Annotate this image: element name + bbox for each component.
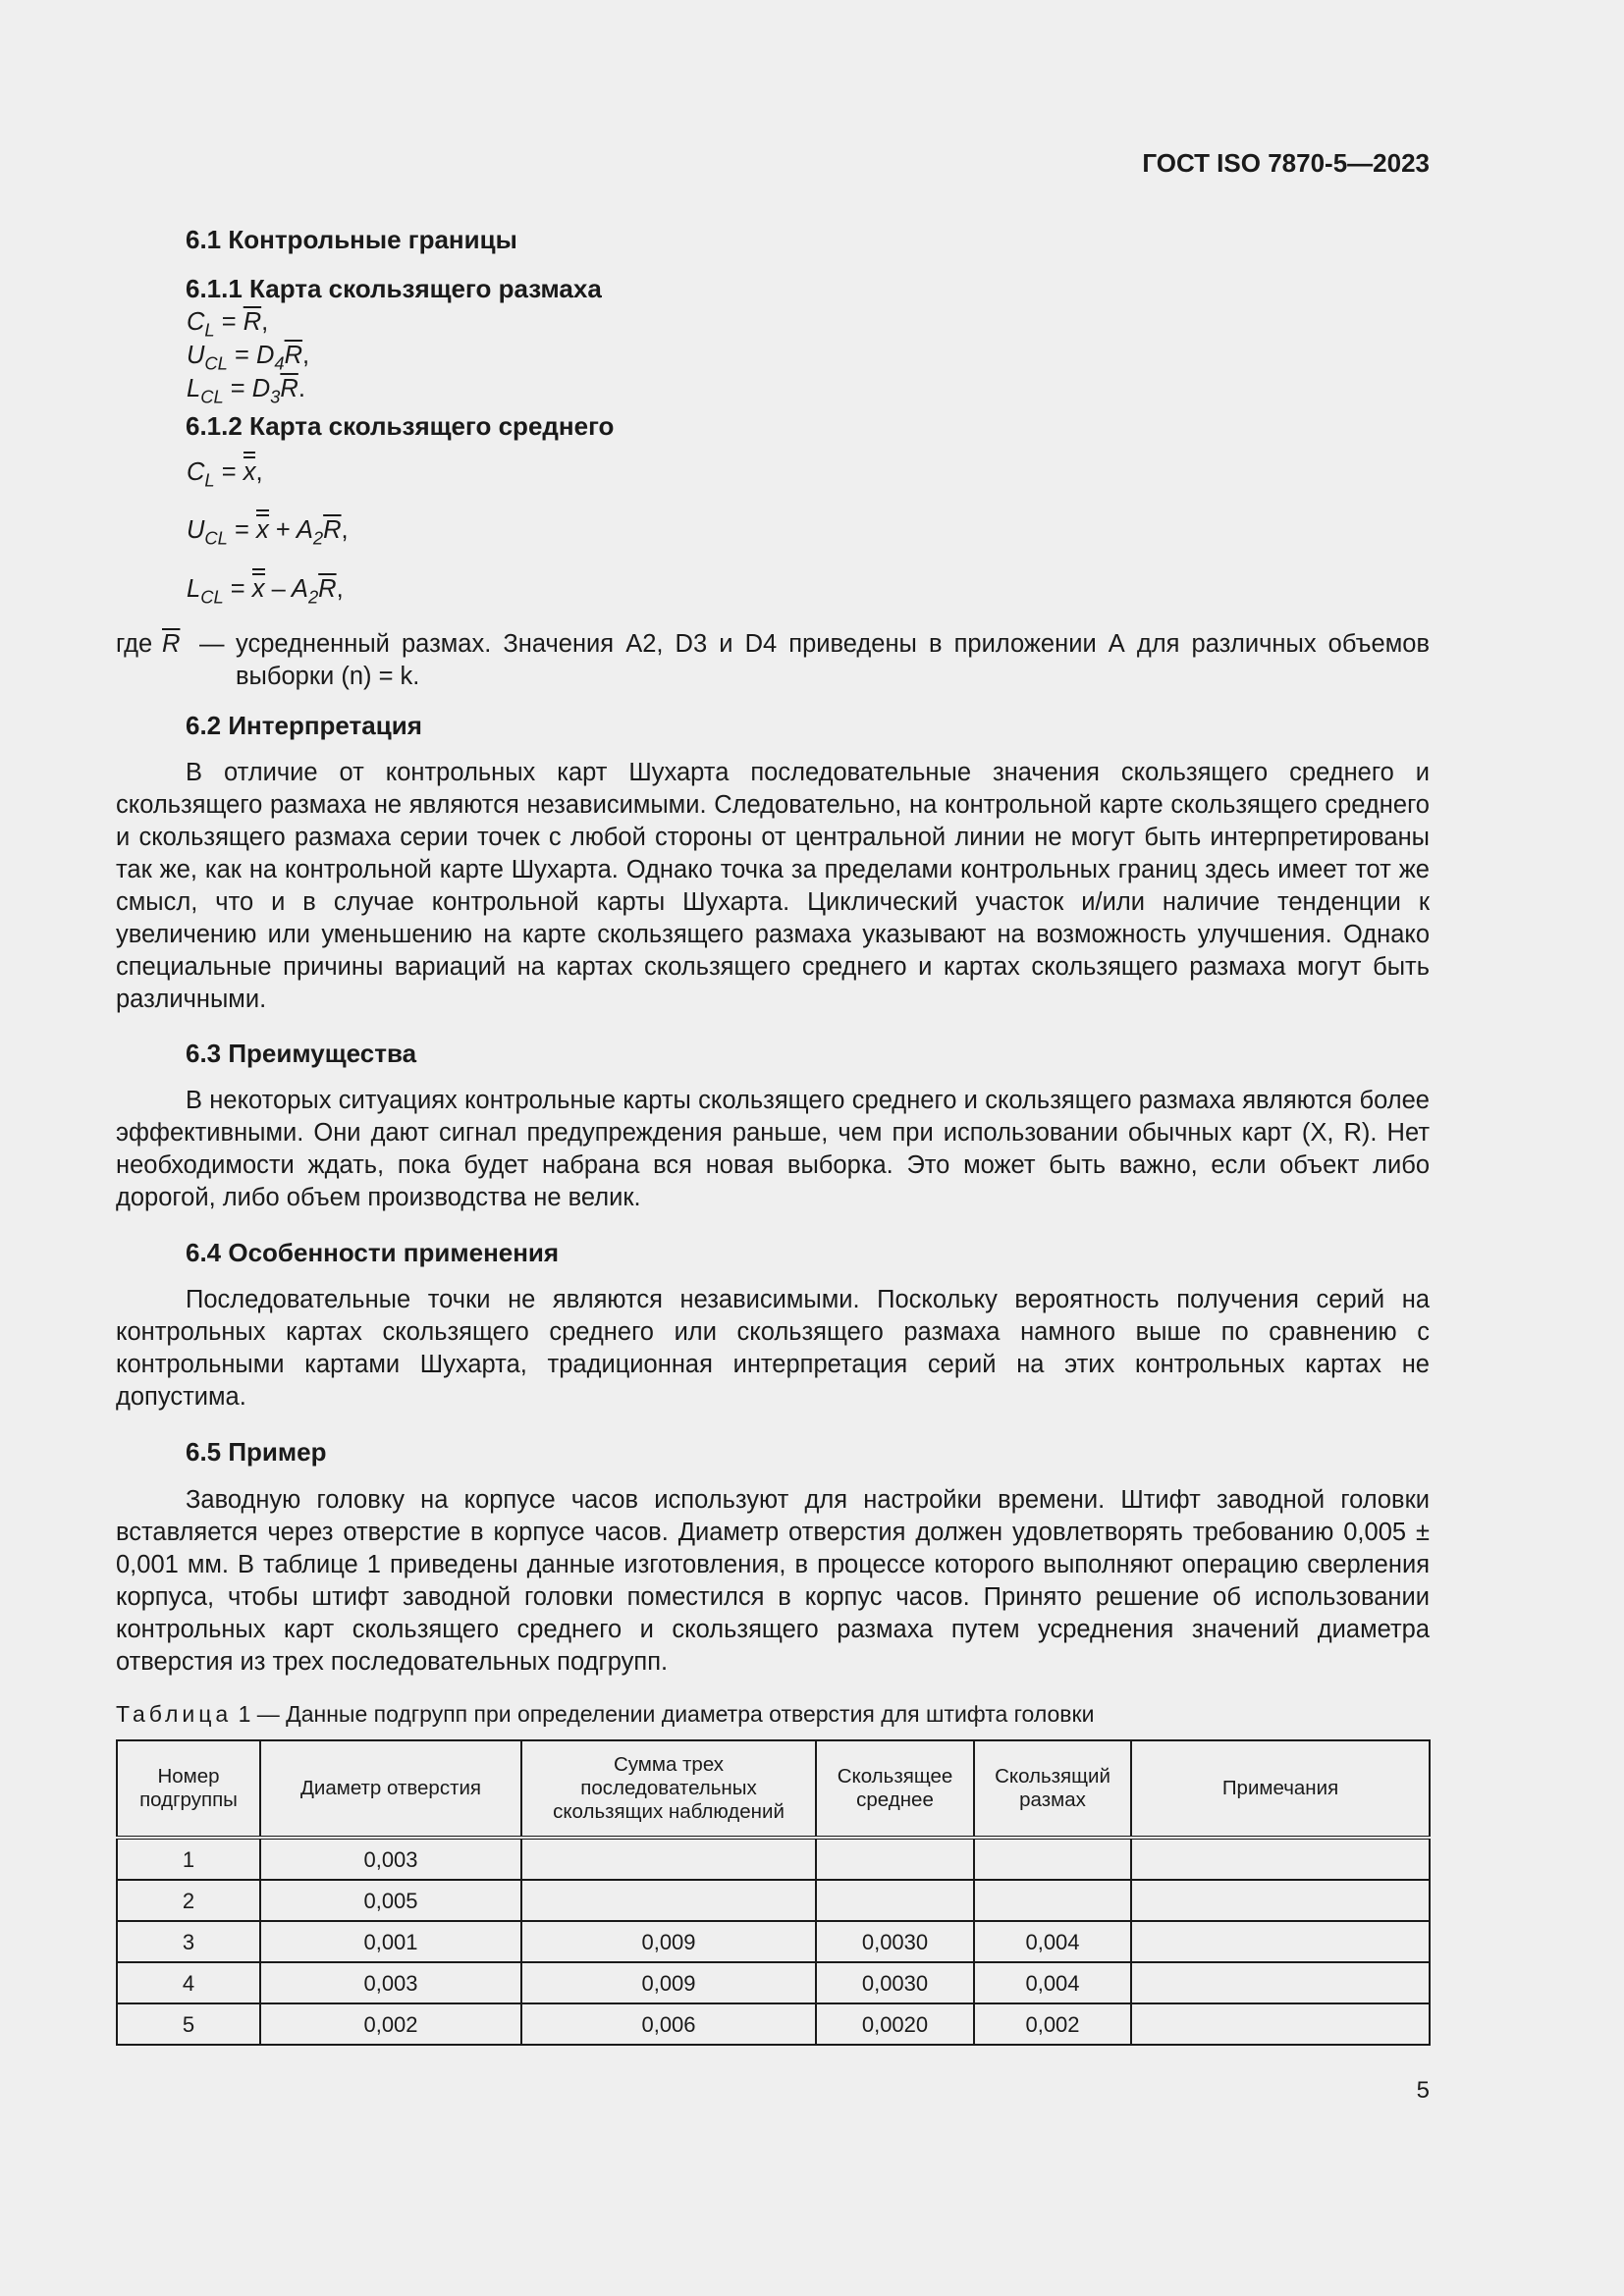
table-row	[117, 1921, 1430, 1962]
section-6-1-2-title: 6.1.2 Карта скользящего среднего	[186, 411, 615, 441]
table-row	[117, 1880, 1430, 1921]
section-6-1-1-title: 6.1.1 Карта скользящего размаха	[186, 274, 602, 303]
table-cell: 0,0030	[816, 1921, 974, 1962]
where-lead: где	[116, 630, 153, 658]
section-6-3-paragraph: В некоторых ситуациях контрольные карты скользящего среднего и скользящего размаха являются более эффективными. Они дают сигнал предупреждения раньше, чем при использовании обычных карт (X, R). Нет необходимости ждать, пока будет набрана вся новая выборка. Это может быть важно, если объект либо дорогой, либо объем производства не велик.	[116, 1087, 1430, 1211]
table-cell: 5	[117, 2003, 260, 2045]
table-cell	[974, 1838, 1131, 1880]
section-6-2-paragraph: В отличие от контрольных карт Шухарта последовательные значения скользящего среднего и скользящего размаха не являются независимыми. Следовательно, на контрольной карте скользящего среднего и скользящего размаха серии точек с любой стороны от центральной линии не могут быть интерпретированы так же, как на контрольной карте Шухарта. Однако точка за пределами контрольных границ здесь имеет тот же смысл, что и в случае контрольной карты Шухарта. Циклический участок и/или наличие тенденции к увеличению или уменьшению на карте скользящего размаха указывают на возможность улучшения. Однако специальные причины вариаций на картах скользящего среднего и картах скользящего размаха могут быть различными.	[116, 759, 1430, 1013]
section-6-3-title: 6.3 Преимущества	[186, 1039, 417, 1068]
where-text: усредненный размах. Значения A2, D3 и D4 приведены в приложении А для различных объемов выборки (n) = k.	[236, 630, 1430, 690]
table-cell	[1131, 1921, 1430, 1962]
section-6-5-title: 6.5 Пример	[186, 1437, 327, 1467]
table-cell: 0,003	[260, 1838, 521, 1880]
table-cell	[816, 1880, 974, 1921]
section-6-4-title: 6.4 Особенности применения	[186, 1238, 560, 1267]
header-cell: Скользящий размах	[974, 1740, 1131, 1838]
formula-cl-mean: $C_L = x$,	[187, 458, 263, 491]
page-number: 5	[1416, 2077, 1430, 2104]
table-row	[117, 1838, 1430, 1880]
section-6-5-paragraph: Заводную головку на корпусе часов используют для настройки времени. Штифт заводной головки вставляется через отверстие в корпусе часов. Диаметр отверстия должен удовлетворять требованию 0,005 ± 0,001 мм. В таблице 1 приведены данные изготовления, в процессе которого выполняют операцию сверления корпуса, чтобы штифт заводной головки поместился в корпус часов. Принято решение об использовании контрольных карт скользящего среднего и скользящего размаха путем усреднения значений диаметра отверстия из трех последовательных подгрупп.	[116, 1486, 1430, 1676]
table-cell: 2	[117, 1880, 260, 1921]
table-header-row	[117, 1740, 1430, 1838]
header-cell: Скользящее среднее	[816, 1740, 974, 1838]
table-cell: 0,004	[974, 1962, 1131, 2003]
table-cell: 0,005	[260, 1880, 521, 1921]
table-cell	[816, 1838, 974, 1880]
table-cell	[1131, 1880, 1430, 1921]
table-1-caption	[116, 1698, 1094, 1731]
table-cell: 0,002	[260, 2003, 521, 2045]
table-cell	[1131, 1962, 1430, 2003]
header-cell: Примечания	[1131, 1740, 1430, 1838]
section-6-1-title: 6.1 Контрольные границы	[186, 225, 517, 254]
table-cell: 0,001	[260, 1921, 521, 1962]
header-cell: Номер подгруппы	[117, 1740, 260, 1838]
header-cell: Диаметр отверстия	[260, 1740, 521, 1838]
table-cell: 0,009	[521, 1921, 816, 1962]
formula-ucl-mean: $U_{CL} = x + A_2\overline{R}$,	[187, 516, 349, 549]
section-6-4-paragraph: Последовательные точки не являются независимыми. Поскольку вероятность получения серий на контрольных картах скользящего среднего или скользящего размаха намного выше по сравнению с контрольными картами Шухарта, традиционная интерпретация серий на этих контрольных картах не допустима.	[116, 1286, 1430, 1411]
table-cell: 1	[117, 1838, 260, 1880]
formula-ucl-range: $U_{CL} = D_4\overline{R}$,	[187, 342, 310, 374]
where-symbol: $\overline{R}$	[162, 630, 181, 658]
where-dash: —	[199, 630, 225, 658]
table-cell: 0,002	[974, 2003, 1131, 2045]
table-cell	[1131, 2003, 1430, 2045]
header-cell: Сумма трех последовательных скользящих наблюдений	[521, 1740, 816, 1838]
table-cell	[521, 1880, 816, 1921]
formula-cl-range: $C_L = \overline{R}$,	[187, 308, 269, 341]
section-6-2-title: 6.2 Интерпретация	[186, 711, 422, 740]
table-row	[117, 2003, 1430, 2045]
table-cell: 0,004	[974, 1921, 1131, 1962]
table-cell: 0,003	[260, 1962, 521, 2003]
table-cell: 0,006	[521, 2003, 816, 2045]
formula-lcl-range: $L_{CL} = D_3\overline{R}$.	[187, 375, 305, 407]
table-cell: 3	[117, 1921, 260, 1962]
table-cell: 0,0030	[816, 1962, 974, 2003]
table-cell: 0,0020	[816, 2003, 974, 2045]
formula-lcl-mean: $L_{CL} = x - A_2\overline{R}$,	[187, 575, 344, 608]
table-cell: 0,009	[521, 1962, 816, 2003]
table-cell	[521, 1838, 816, 1880]
table-cell	[1131, 1838, 1430, 1880]
table-cell	[974, 1880, 1131, 1921]
document-code: ГОСТ ISO 7870-5—2023	[1142, 148, 1430, 178]
where-explanation	[116, 628, 1430, 693]
table-1-caption-text: 1 — Данные подгрупп при определении диаметра отверстия для штифта головки	[232, 1701, 1095, 1727]
table-1	[116, 1739, 1431, 2046]
table-cell: 4	[117, 1962, 260, 2003]
table-row	[117, 1962, 1430, 2003]
table-1-caption-label: Таблица	[116, 1701, 233, 1727]
